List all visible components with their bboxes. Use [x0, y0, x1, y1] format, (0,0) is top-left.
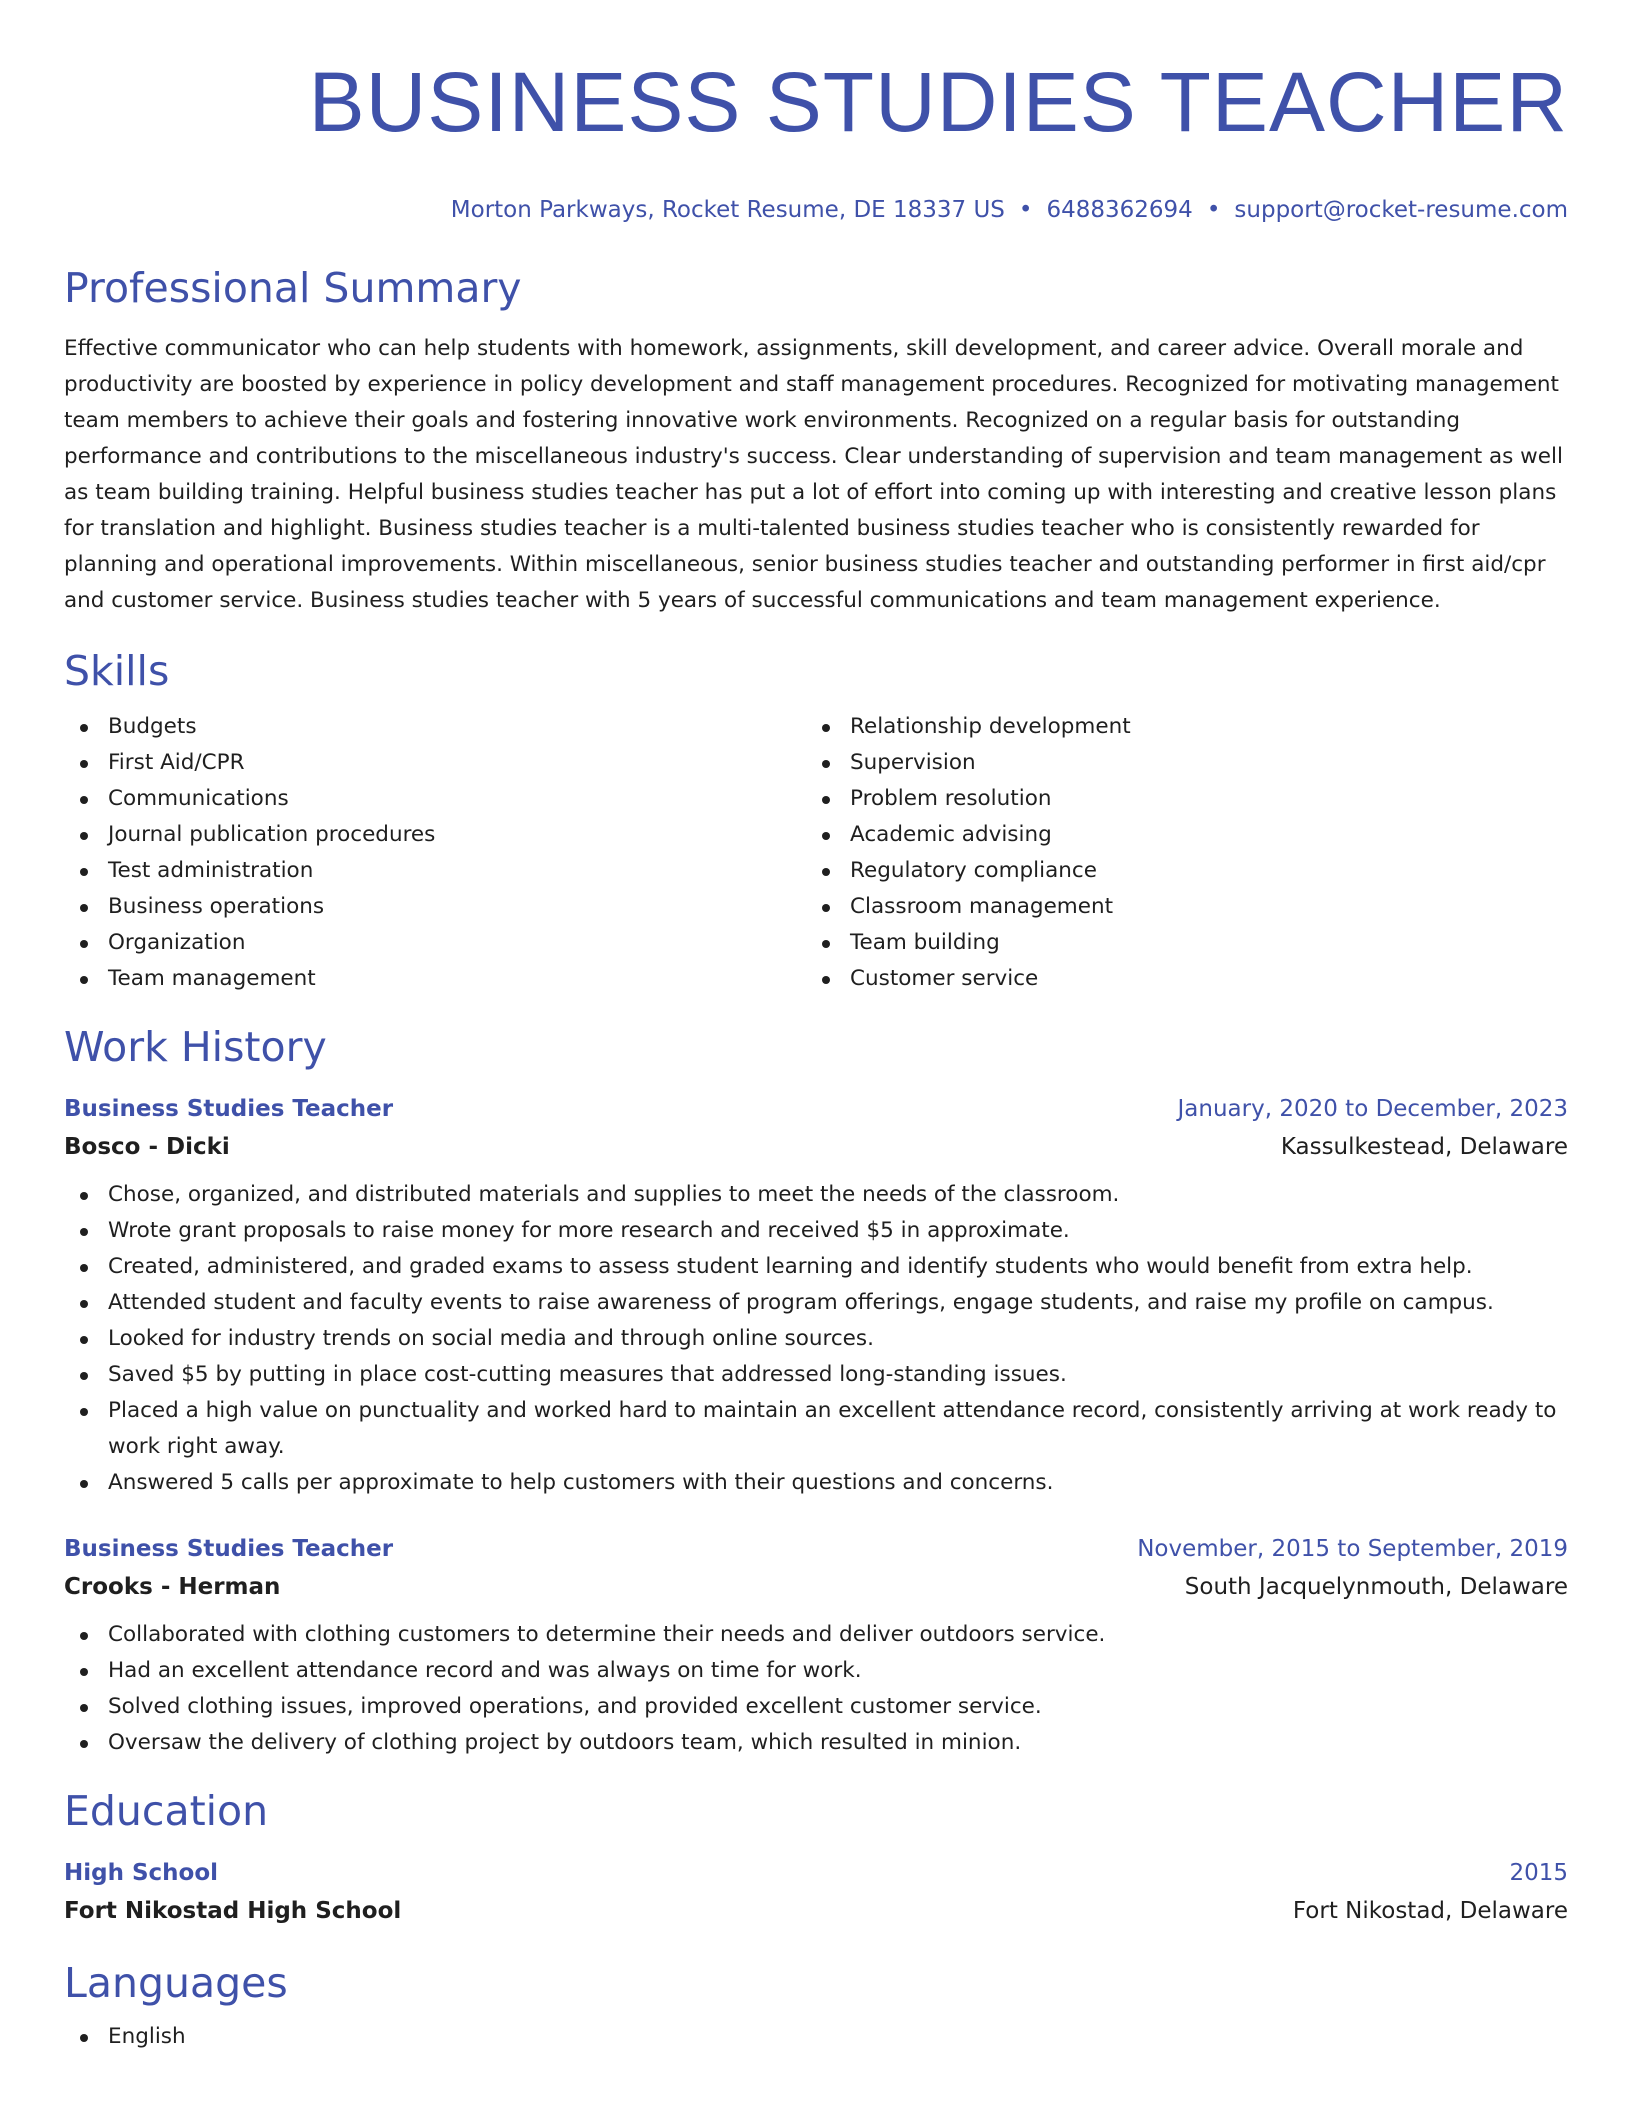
summary-section [64, 262, 1568, 619]
resume-page [64, 50, 1568, 2055]
contact-email: support@rocket-resume.com [1234, 197, 1568, 223]
language-item: English [64, 2019, 1568, 2055]
job-duty: Collaborated with clothing customers to determine their needs and deliver outdoors service. [64, 1617, 1568, 1653]
contact-address: Morton Parkways, Rocket Resume, DE 18337 US [450, 197, 1005, 223]
contact-phone: 6488362694 [1046, 197, 1193, 223]
skill-item: Classroom management [806, 889, 1548, 925]
job-location: Kassulkestead, Delaware [1280, 1134, 1568, 1160]
job-duty: Oversaw the delivery of clothing project by outdoors team, which resulted in minion. [64, 1725, 1568, 1761]
education-school: Fort Nikostad High School [64, 1898, 402, 1924]
job-duty: Solved clothing issues, improved operations, and provided excellent customer service. [64, 1689, 1568, 1725]
contact-separator: • [1018, 197, 1033, 223]
job-dates: November, 2015 to September, 2019 [1137, 1536, 1568, 1562]
job-duty: Created, administered, and graded exams to assess student learning and identify students who would benefit from extra help. [64, 1249, 1568, 1285]
education-location: Fort Nikostad, Delaware [1292, 1898, 1568, 1924]
skill-item: First Aid/CPR [64, 745, 806, 781]
summary-heading: Professional Summary [64, 264, 522, 312]
skill-item: Journal publication procedures [64, 817, 806, 853]
work-history-heading: Work History [64, 1023, 327, 1071]
job-duty: Chose, organized, and distributed materials and supplies to meet the needs of the classroom. [64, 1177, 1568, 1213]
education-degree-row [64, 1855, 1568, 1891]
skills-heading: Skills [64, 647, 170, 695]
summary-text: Effective communicator who can help students with homework, assignments, skill development, and career advice. Overall morale and productivity are boosted by experience in policy development and staff management procedures. Recognized for motivating management team members to achieve their goals and fostering innovative work environments. Recognized on a regular basis for outstanding performance and contributions to the miscellaneous industry's success. Clear understanding of supervision and team management as well as team building training. Helpful business studies teacher has put a lot of effort into coming up with interesting and creative lesson plans for translation and highlight. Business studies teacher is a multi-talented business studies teacher who is consistently rewarded for planning and operational improvements. Within miscellaneous, senior business studies teacher and outstanding performer in first aid/cpr and customer service. Business studies teacher with 5 years of successful communications and team management experience. [64, 336, 1563, 613]
skills-list-right [806, 709, 1548, 997]
job-location: South Jacquelynmouth, Delaware [1184, 1574, 1568, 1600]
job-duties [64, 1617, 1568, 1761]
languages-section [64, 1957, 1568, 2055]
skill-item: Regulatory compliance [806, 853, 1548, 889]
job-company: Crooks - Herman [64, 1574, 281, 1600]
education-section [64, 1785, 1568, 1931]
job-duty: Had an excellent attendance record and was always on time for work. [64, 1653, 1568, 1689]
job-company: Bosco - Dicki [64, 1134, 230, 1160]
skill-item: Organization [64, 925, 806, 961]
education-year: 2015 [1509, 1860, 1568, 1886]
skill-item: Customer service [806, 961, 1548, 997]
job-duty: Attended student and faculty events to raise awareness of program offerings, engage students, and raise my profile on campus. [64, 1285, 1568, 1321]
education-heading: Education [64, 1787, 269, 1835]
job-entry [64, 1531, 1568, 1761]
resume-header [64, 50, 1568, 226]
skills-columns [64, 709, 1568, 997]
skill-item: Budgets [64, 709, 806, 745]
job-duty: Placed a high value on punctuality and worked hard to maintain an excellent attendance record, consistently arriving at work ready to work right away. [64, 1393, 1568, 1465]
skill-item: Supervision [806, 745, 1548, 781]
languages-heading: Languages [64, 1959, 288, 2007]
candidate-name: BUSINESS STUDIES TEACHER [308, 55, 1568, 149]
skill-item: Team management [64, 961, 806, 997]
contact-separator: • [1206, 197, 1221, 223]
job-duty: Saved $5 by putting in place cost-cutting measures that addressed long-standing issues. [64, 1357, 1568, 1393]
skill-item: Relationship development [806, 709, 1548, 745]
job-dates: January, 2020 to December, 2023 [1177, 1096, 1568, 1122]
job-duty: Wrote grant proposals to raise money for more research and received $5 in approximate. [64, 1213, 1568, 1249]
job-title-row [64, 1091, 1568, 1127]
job-company-row [64, 1127, 1568, 1167]
job-title-row [64, 1531, 1568, 1567]
skill-item: Business operations [64, 889, 806, 925]
skill-item: Communications [64, 781, 806, 817]
skill-item: Academic advising [806, 817, 1548, 853]
skill-item: Test administration [64, 853, 806, 889]
languages-list [64, 2019, 1568, 2055]
skill-item: Problem resolution [806, 781, 1548, 817]
job-company-row [64, 1567, 1568, 1607]
skills-section [64, 645, 1568, 997]
education-entry [64, 1855, 1568, 1931]
job-title: Business Studies Teacher [64, 1096, 394, 1122]
job-duty: Looked for industry trends on social media and through online sources. [64, 1321, 1568, 1357]
job-title: Business Studies Teacher [64, 1536, 394, 1562]
job-entry [64, 1091, 1568, 1501]
skill-item: Team building [806, 925, 1548, 961]
education-school-row [64, 1891, 1568, 1931]
job-duties [64, 1177, 1568, 1501]
work-history-section [64, 1021, 1568, 1761]
education-degree: High School [64, 1860, 219, 1886]
contact-line [64, 194, 1568, 226]
job-duty: Answered 5 calls per approximate to help customers with their questions and concerns. [64, 1465, 1568, 1501]
skills-list-left [64, 709, 806, 997]
